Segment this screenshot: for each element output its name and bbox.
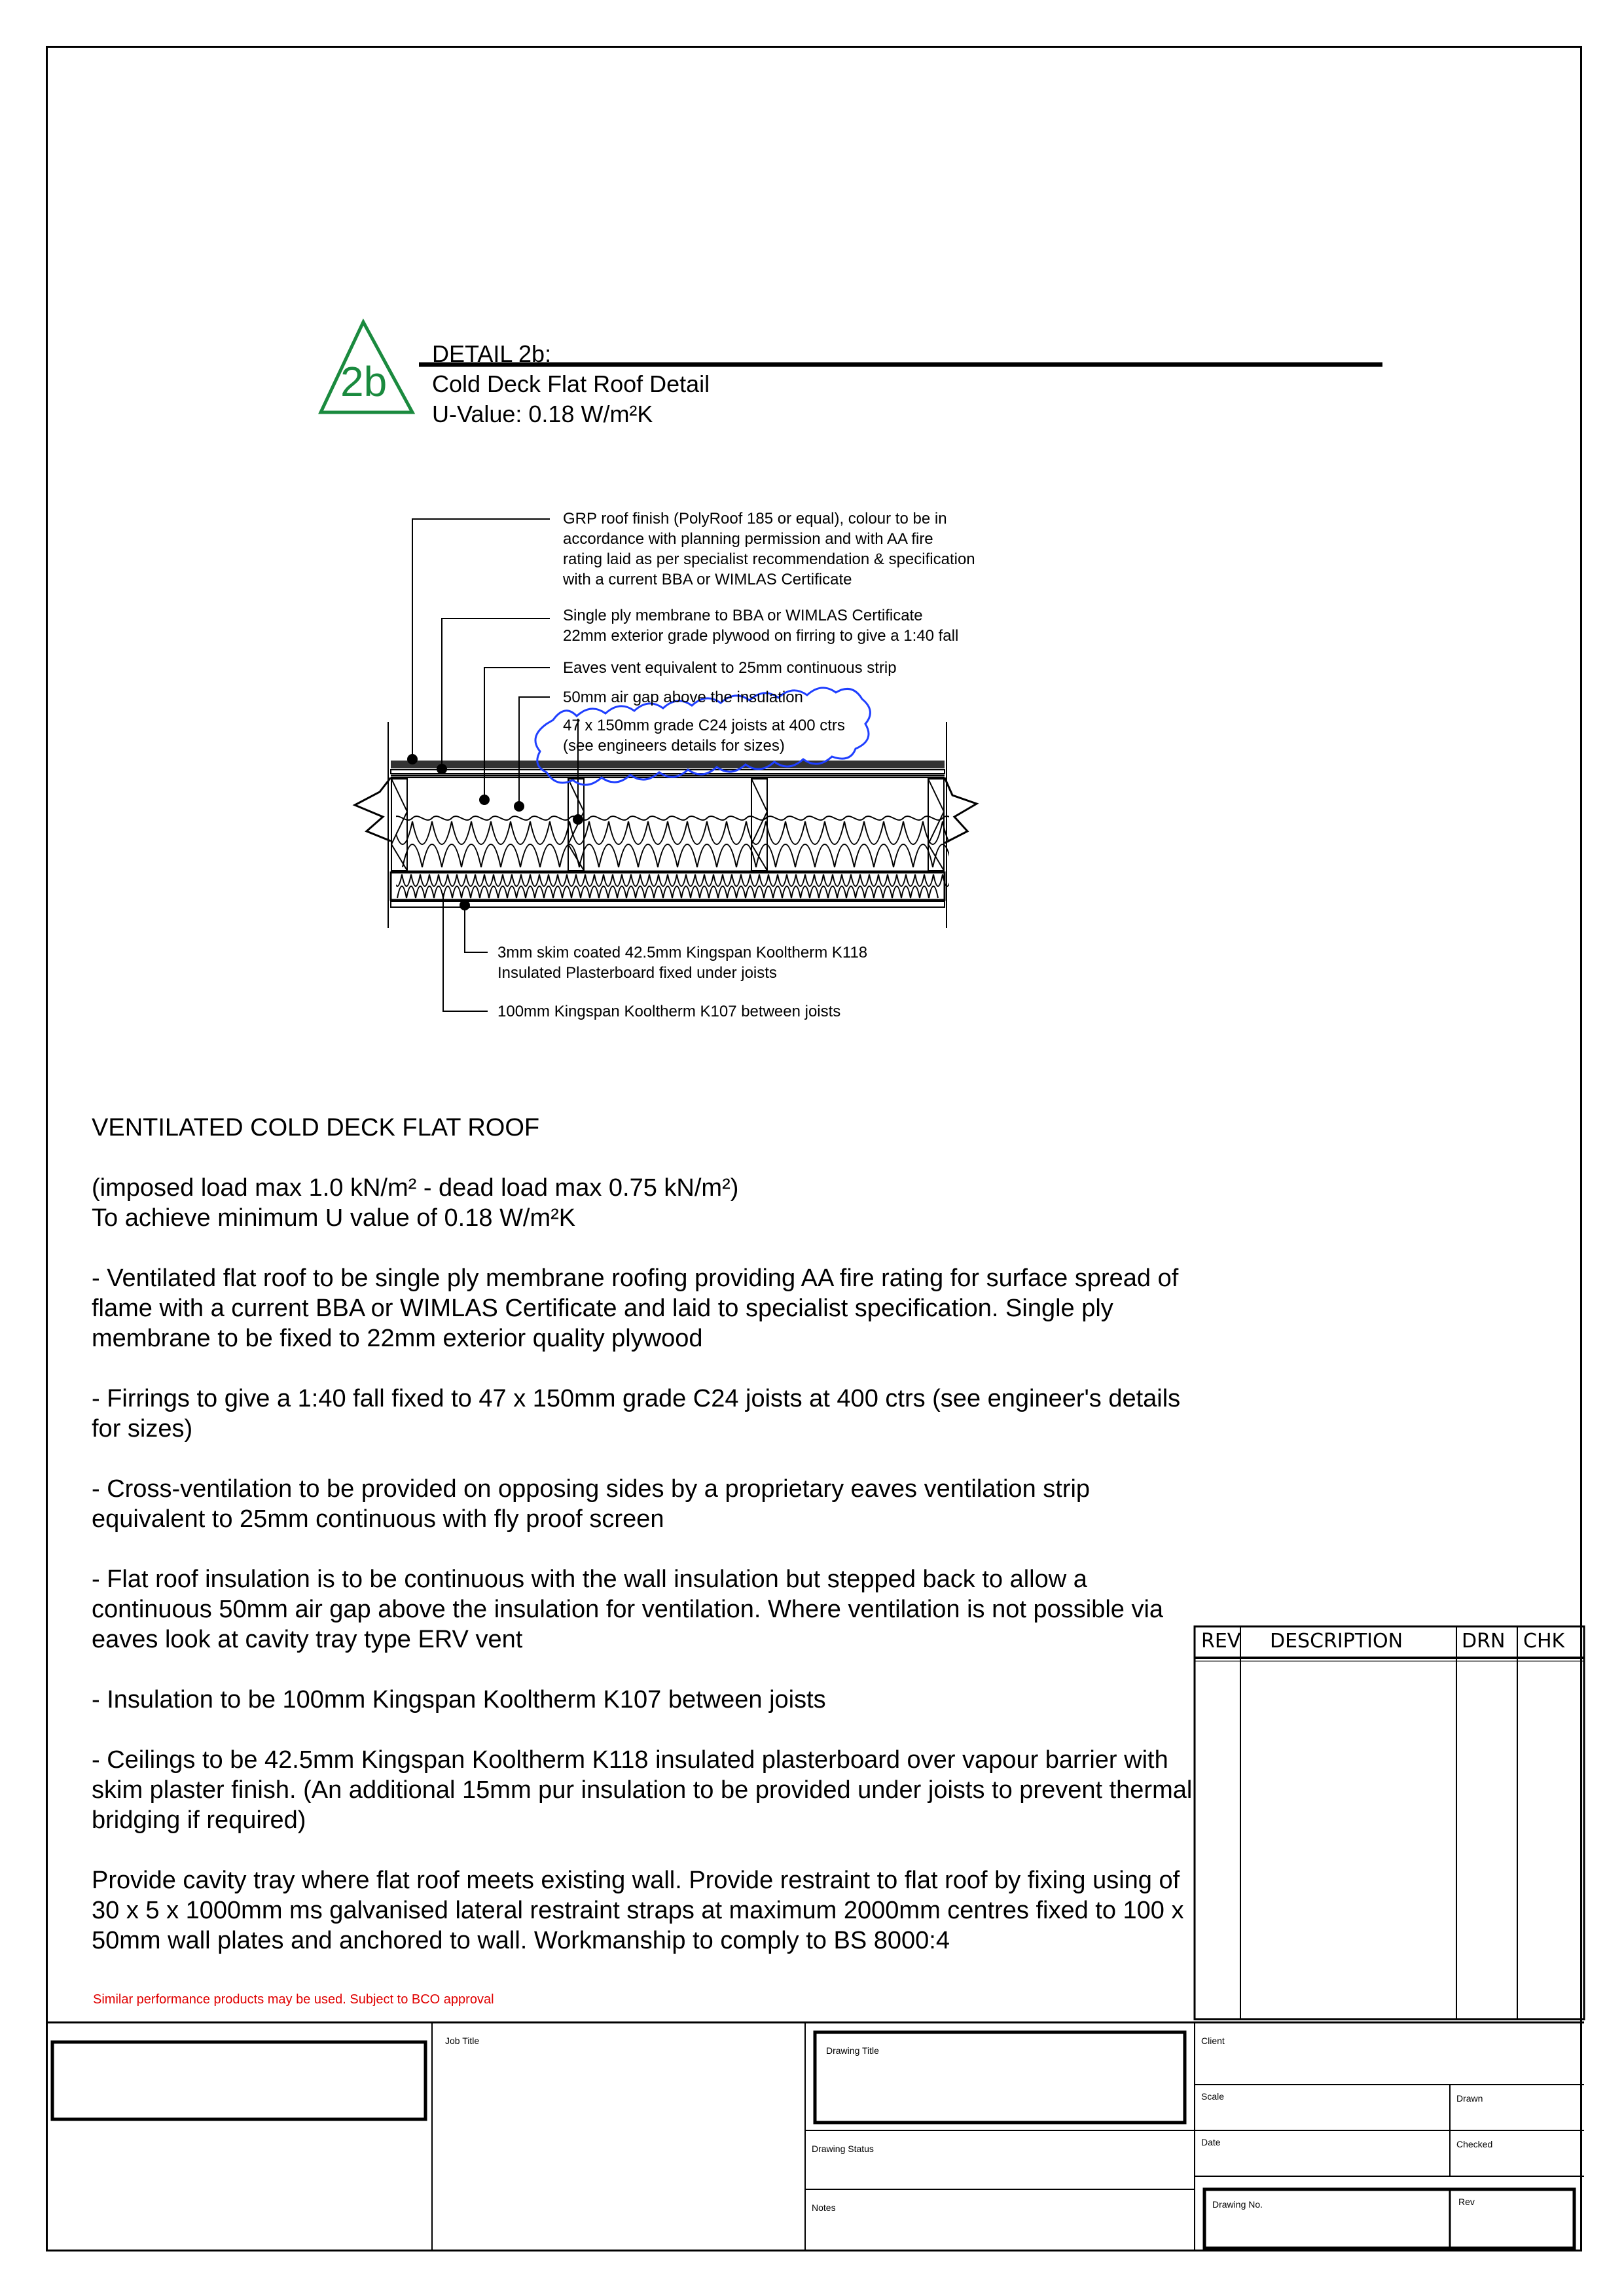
description-column-header: DESCRIPTION bbox=[1270, 1630, 1403, 1653]
spec-cavity-tray: Provide cavity tray where flat roof meets existing wall. Provide restraint to flat roof by fixing using of 30 x 5 x 1000mm ms galvanised lateral restraint straps at maximum 2000mm centres fixed to 100 x 50mm wall plates and anchored to wall. Workmanship to comply to BS 8000:4 bbox=[92, 1867, 1184, 1954]
title-block bbox=[46, 2022, 1584, 2251]
spec-membrane: - Ventilated flat roof to be single ply membrane roofing providing AA fire rating for surface spread of flame with a current BBA or WIMLAS Certificate and laid to specialist specification. Single ply membrane to be fixed to 22mm exterior quality plywood bbox=[92, 1265, 1179, 1352]
client-label: Client bbox=[1201, 2036, 1225, 2046]
scale-label: Scale bbox=[1201, 2091, 1225, 2102]
spec-insulation-continuity: - Flat roof insulation is to be continuous with the wall insulation but stepped back to allow a continuous 50mm air gap above the insulation for ventilation. Where ventilation is not possible via eaves look at cavity tray type ERV vent bbox=[92, 1566, 1164, 1653]
annotation-skim-line-2: Insulated Plasterboard fixed under joists bbox=[497, 964, 777, 982]
specification-text bbox=[92, 1113, 1204, 1986]
spec-loads: (imposed load max 1.0 kN/m² - dead load max 0.75 kN/m²) To achieve minimum U value of 0.18 W/m²K bbox=[92, 1174, 739, 1232]
approval-note: Similar performance products may be used. Subject to BCO approval bbox=[93, 1992, 494, 2007]
rev-column-header: REV bbox=[1201, 1630, 1241, 1653]
spec-heading: VENTILATED COLD DECK FLAT ROOF bbox=[92, 1114, 540, 1141]
spec-ventilation: - Cross-ventilation to be provided on opposing sides by a proprietary eaves ventilation strip equivalent to 25mm continuous with fly proof screen bbox=[92, 1475, 1091, 1533]
revision-table bbox=[1195, 1626, 1584, 2019]
rev-label: Rev bbox=[1458, 2197, 1475, 2207]
job-title-label: Job Title bbox=[445, 2036, 480, 2046]
annotation-airgap: 50mm air gap above the insulation bbox=[563, 689, 803, 706]
annotation-membrane-line-2: 22mm exterior grade plywood on firring to give a 1:40 fall bbox=[563, 627, 959, 645]
notes-label: Notes bbox=[812, 2202, 836, 2213]
annotation-skim-line-1: 3mm skim coated 42.5mm Kingspan Kooltherm K118 bbox=[497, 944, 868, 961]
drn-column-header: DRN bbox=[1462, 1630, 1506, 1653]
annotation-joists-line-2: (see engineers details for sizes) bbox=[563, 737, 785, 755]
drawing-status-label: Drawing Status bbox=[812, 2144, 874, 2154]
spec-insulation: - Insulation to be 100mm Kingspan Kooltherm K107 between joists bbox=[92, 1686, 826, 1713]
spec-ceilings: - Ceilings to be 42.5mm Kingspan Kooltherm K118 insulated plasterboard over vapour barrier with skim plaster finish. (An additional 15mm pur insulation to be provided under joists to prevent thermal bridging if required) bbox=[92, 1746, 1193, 1834]
annotation-eaves: Eaves vent equivalent to 25mm continuous strip bbox=[563, 659, 897, 677]
date-label: Date bbox=[1201, 2137, 1221, 2147]
detail-subtitle: Cold Deck Flat Roof Detail bbox=[432, 370, 710, 397]
drawing-no-label: Drawing No. bbox=[1212, 2199, 1263, 2210]
annotation-grp-line-3: rating laid as per specialist recommendation & specification bbox=[563, 550, 975, 568]
drawn-label: Drawn bbox=[1456, 2093, 1483, 2104]
annotation-grp-line-2: accordance with planning permission and with AA fire bbox=[563, 530, 933, 548]
annotation-grp-line-1: GRP roof finish (PolyRoof 185 or equal), colour to be in bbox=[563, 510, 947, 528]
annotation-k107: 100mm Kingspan Kooltherm K107 between joists bbox=[497, 1003, 841, 1020]
checked-label: Checked bbox=[1456, 2139, 1493, 2149]
detail-heading: DETAIL 2b: bbox=[432, 340, 552, 367]
annotation-membrane-line-1: Single ply membrane to BBA or WIMLAS Certificate bbox=[563, 607, 923, 624]
chk-column-header: CHK bbox=[1523, 1630, 1565, 1653]
annotation-grp-line-4: with a current BBA or WIMLAS Certificate bbox=[563, 571, 852, 588]
annotation-joists-line-1: 47 x 150mm grade C24 joists at 400 ctrs bbox=[563, 717, 845, 734]
spec-firrings: - Firrings to give a 1:40 fall fixed to 47 x 150mm grade C24 joists at 400 ctrs (see engineer's details for sizes) bbox=[92, 1385, 1181, 1443]
detail-badge-label: 2b bbox=[340, 358, 388, 405]
drawing-title-label: Drawing Title bbox=[826, 2045, 879, 2056]
detail-u-value: U-Value: 0.18 W/m²K bbox=[432, 401, 653, 427]
